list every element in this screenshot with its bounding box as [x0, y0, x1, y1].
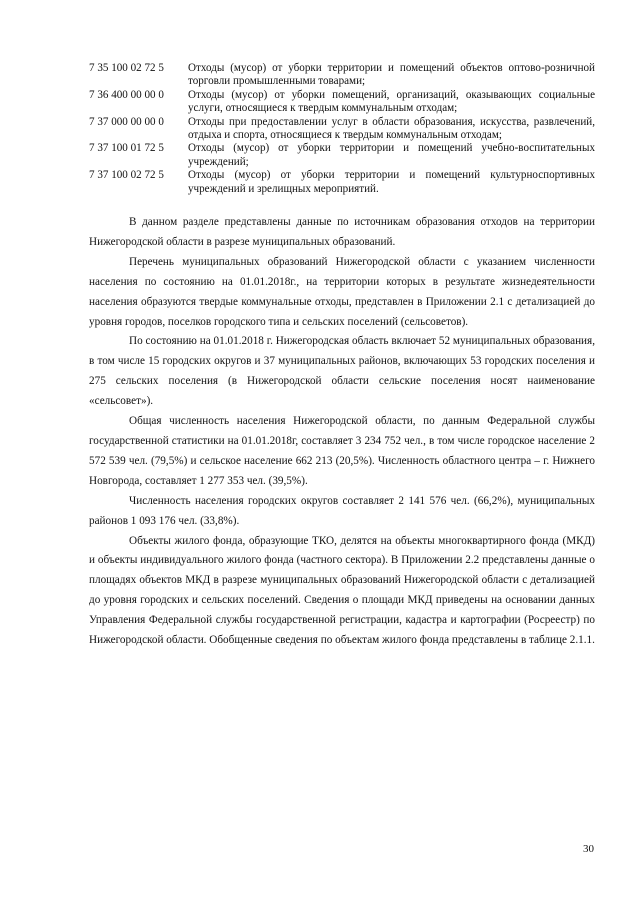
paragraph: Объекты жилого фонда, образующие ТКО, делятся на объекты многоквартирного фонда (МКД) и объекты индивидуального жилого фонда (частного сектора). В Приложении 2.2 представлены данные о площадях объектов МКД в разрезе муниципальных образований Нижегородской области с детализацией до уровня городских и сельских поселений. Сведения о площади МКД приведены на основании данных Управления Федеральной службы государственной регистрации, кадастра и картографии (Росреестр) по Нижегородской области. Обобщенные сведения по объектам жилого фонда представлены в таблице 2.1.1. [89, 534, 595, 647]
paragraph: Общая численность населения Нижегородской области, по данным Федеральной службы государственной статистики на 01.01.2018г, составляет 3 234 752 чел., в том числе городское население 2 572 539 чел. (79,5%) и сельское население 662 213 (20,5%). Численность областного центра – г. Нижнего Новгорода, составляет 1 277 353 чел. (39,5%). [89, 415, 595, 487]
paragraph: В данном разделе представлены данные по источникам образования отходов на территории Нижегородской области в разрезе муниципальных образований. [89, 216, 595, 248]
waste-code: 7 37 000 00 00 0 [89, 115, 164, 128]
waste-code-row [89, 169, 595, 196]
waste-description: Отходы (мусор) от уборки территории и помещений учебно-воспитательных учреждений; [188, 142, 595, 168]
waste-code-row [89, 116, 595, 143]
waste-code: 7 37 100 02 72 5 [89, 169, 164, 182]
waste-description: Отходы (мусор) от уборки территории и помещений культурноспортивных учреждений и зрелищных мероприятий. [188, 169, 595, 195]
waste-code-row [89, 62, 595, 89]
waste-code-row [89, 142, 595, 169]
paragraph: Перечень муниципальных образований Нижегородской области с указанием численности населения по состоянию на 01.01.2018г., на территории которых в результате жизнедеятельности населения образуются твердые коммунальные отходы, представлен в Приложении 2.1 с детализацией до уровня городов, поселков городского типа и сельских поселений (сельсоветов). [89, 255, 595, 328]
waste-code-list [89, 62, 595, 196]
waste-description: Отходы (мусор) от уборки территории и помещений объектов оптово-розничной торговли промышленными товарами; [188, 62, 595, 88]
waste-code: 7 35 100 02 72 5 [89, 62, 164, 74]
paragraph: Численность населения городских округов составляет 2 141 576 чел. (66,2%), муниципальных районов 1 093 176 чел. (33,8%). [89, 494, 595, 527]
page-number: 30 [583, 843, 594, 855]
waste-code-row [89, 89, 595, 116]
waste-description: Отходы (мусор) от уборки помещений, организаций, оказывающих социальные услуги, относящиеся к твердым коммунальным отходам; [188, 88, 595, 115]
waste-code: 7 36 400 00 00 0 [89, 88, 164, 101]
paragraph: По состоянию на 01.01.2018 г. Нижегородская область включает 52 муниципальных образования, в том числе 15 городских округов и 37 муниципальных районов, включающих 53 городских поселения и 275 сельских поселения (в Нижегородской области сельские поселения носят наименование «сельсовет»). [89, 335, 595, 408]
waste-code: 7 37 100 01 72 5 [89, 142, 164, 155]
body-text [89, 213, 595, 651]
waste-description: Отходы при предоставлении услуг в области образования, искусства, развлечений, отдыха и спорта, относящиеся к твердым коммунальным отходам; [188, 115, 595, 142]
